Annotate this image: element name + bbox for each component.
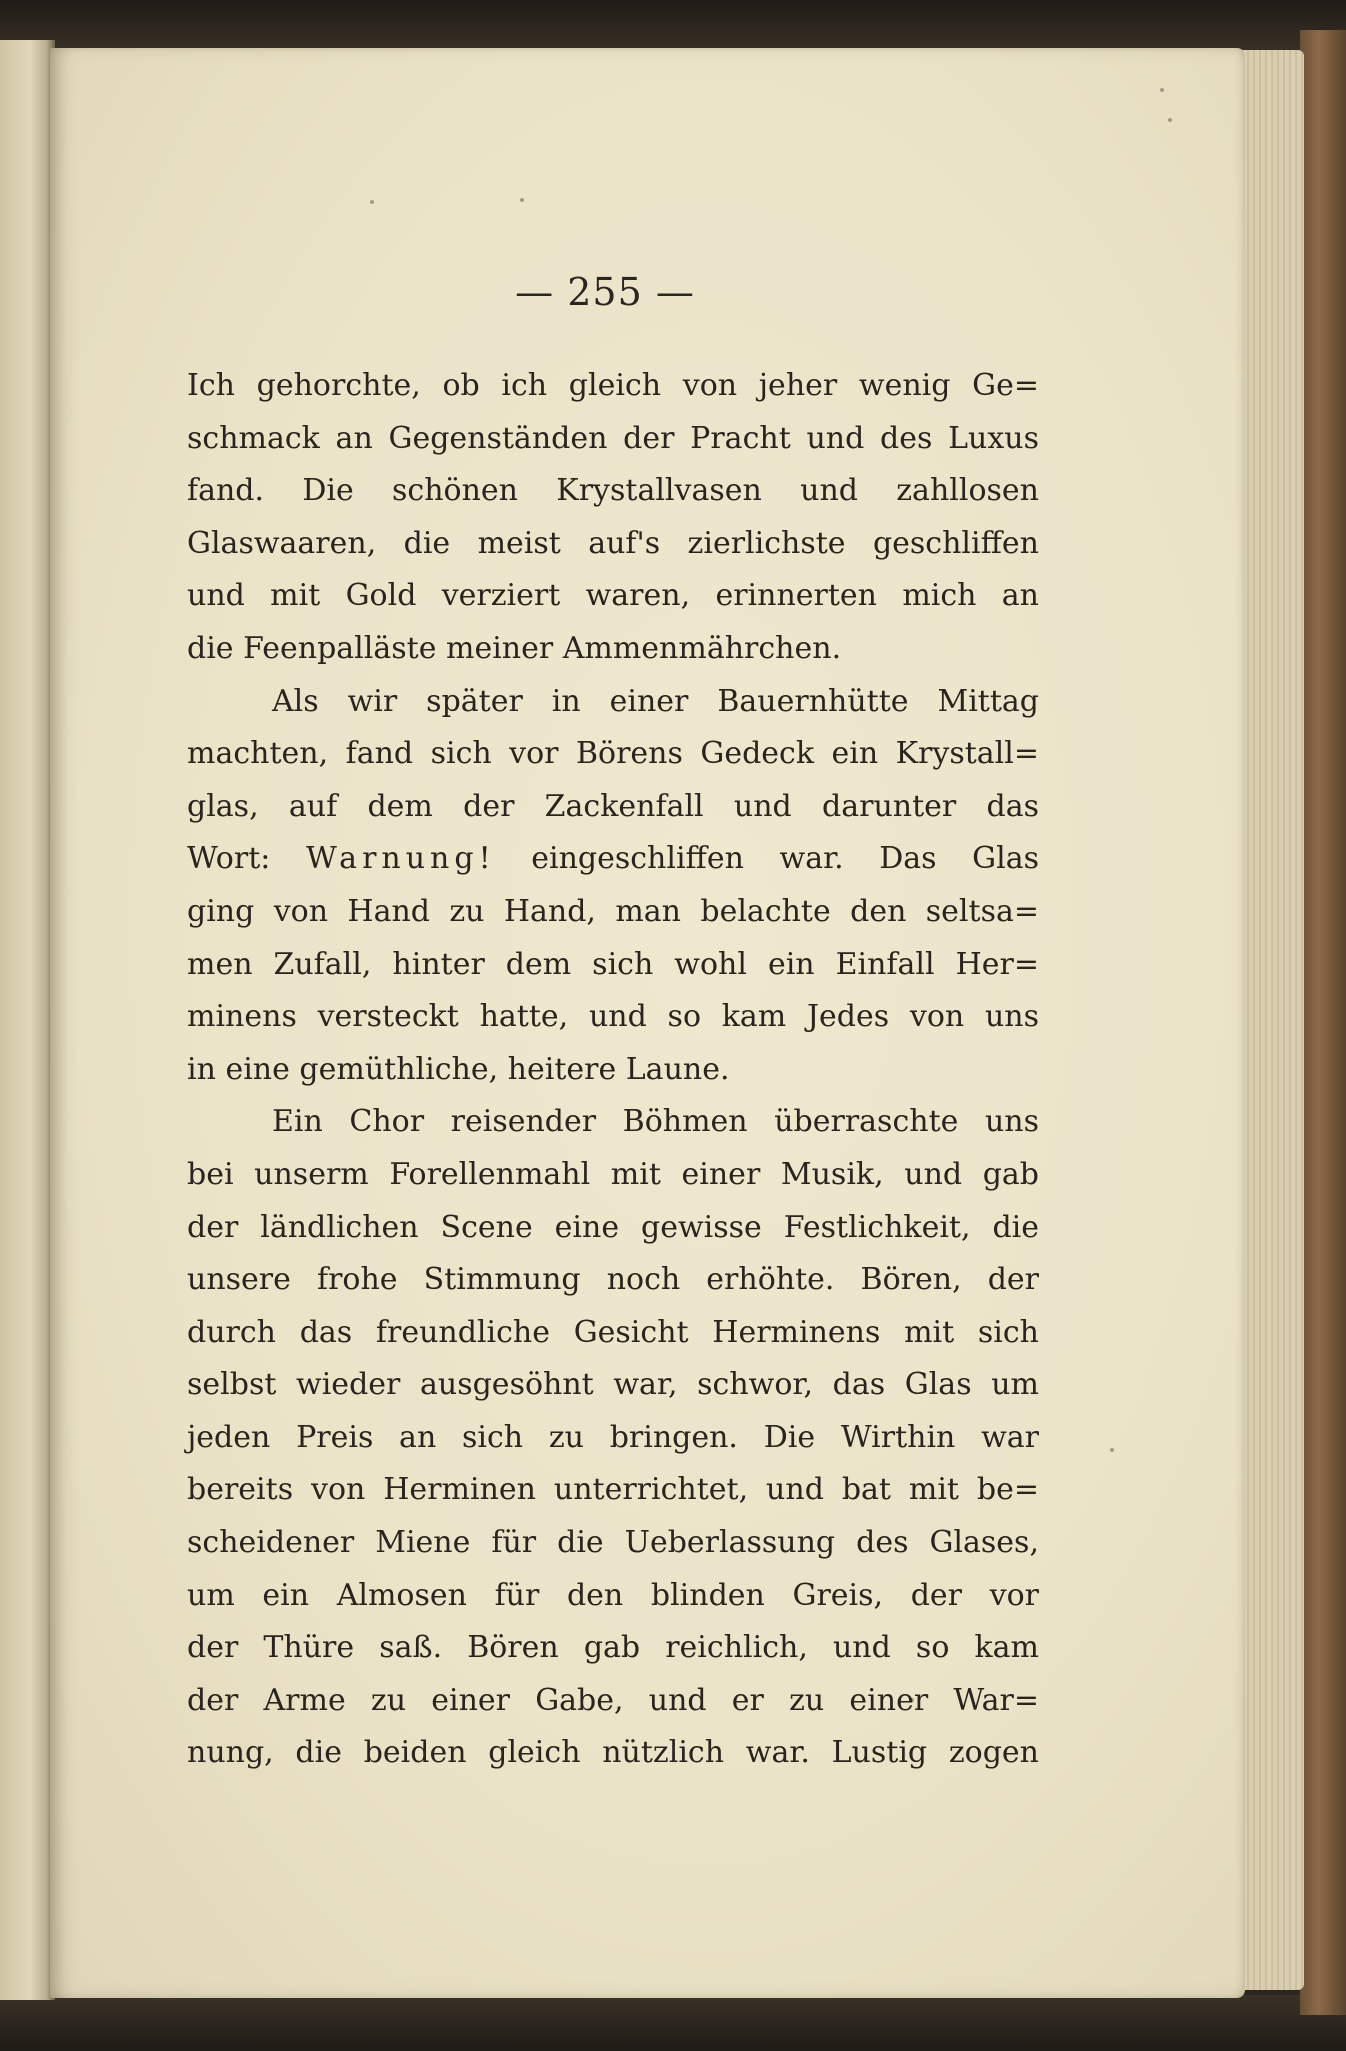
- leather-cover-edge: [1300, 30, 1346, 2015]
- body-text: [187, 360, 1039, 1780]
- text-line: jeden Preis an sich zu bringen. Die Wirthin war: [187, 1419, 1039, 1455]
- text-line: Ich gehorchte, ob ich gleich von jeher wenig Ge=: [187, 368, 1039, 403]
- backing-board-bottom: [0, 1995, 1346, 2051]
- backing-board-top: [0, 0, 1346, 55]
- facing-page-edge: [0, 40, 55, 2000]
- text-line: men Zufall, hinter dem sich wohl ein Einfall Her=: [187, 946, 1039, 982]
- text-line: Glaswaaren, die meist auf's zierlichste geschliffen: [187, 525, 1039, 561]
- text-line: der Arme zu einer Gabe, und er zu einer War=: [187, 1682, 1039, 1718]
- text-line: unsere frohe Stimmung noch erhöhte. Bören, der: [187, 1262, 1039, 1298]
- spaced-emphasis: Warnung!: [305, 841, 496, 877]
- text-segment: eingeschliffen war. Das Glas: [495, 841, 1039, 877]
- text-line: ging von Hand zu Hand, man belachte den seltsa=: [187, 893, 1039, 929]
- text-line: machten, fand sich vor Börens Gedeck ein Krystall=: [187, 736, 1039, 772]
- text-line: und mit Gold verziert waren, erinnerten mich an: [187, 578, 1039, 614]
- text-line: Ein Chor reisender Böhmen überraschte uns: [272, 1104, 1039, 1140]
- text-line: schmack an Gegenständen der Pracht und des Luxus: [187, 420, 1039, 456]
- text-segment: Wort:: [187, 841, 306, 877]
- text-line: durch das freundliche Gesicht Herminens mit sich: [187, 1314, 1039, 1350]
- text-line: um ein Almosen für den blinden Greis, der vor: [187, 1577, 1039, 1613]
- text-line: minens versteckt hatte, und so kam Jedes von uns: [187, 999, 1039, 1035]
- text-line: bei unserm Forellenmahl mit einer Musik, und gab: [187, 1156, 1039, 1192]
- text-line: die Feenpalläste meiner Ammenmährchen.: [187, 630, 842, 666]
- book-page: [50, 48, 1245, 1998]
- text-line-mixed: [187, 833, 1039, 886]
- text-line: der ländlichen Scene eine gewisse Festlichkeit, die: [187, 1209, 1039, 1245]
- text-line: glas, auf dem der Zackenfall und darunter das: [187, 788, 1039, 824]
- text-line: fand. Die schönen Krystallvasen und zahllosen: [187, 473, 1039, 509]
- text-line: nung, die beiden gleich nützlich war. Lustig zogen: [187, 1735, 1039, 1771]
- text-line: Als wir später in einer Bauernhütte Mittag: [272, 683, 1039, 719]
- text-line: scheidener Miene für die Ueberlassung des Glases,: [187, 1525, 1039, 1561]
- text-line: bereits von Herminen unterrichtet, und bat mit be=: [187, 1472, 1039, 1508]
- page-number: — 255 —: [515, 270, 695, 314]
- text-line: selbst wieder ausgesöhnt war, schwor, das Glas um: [187, 1367, 1039, 1403]
- text-line: in eine gemüthliche, heitere Laune.: [187, 1051, 730, 1087]
- text-line: der Thüre saß. Bören gab reichlich, und so kam: [187, 1630, 1039, 1666]
